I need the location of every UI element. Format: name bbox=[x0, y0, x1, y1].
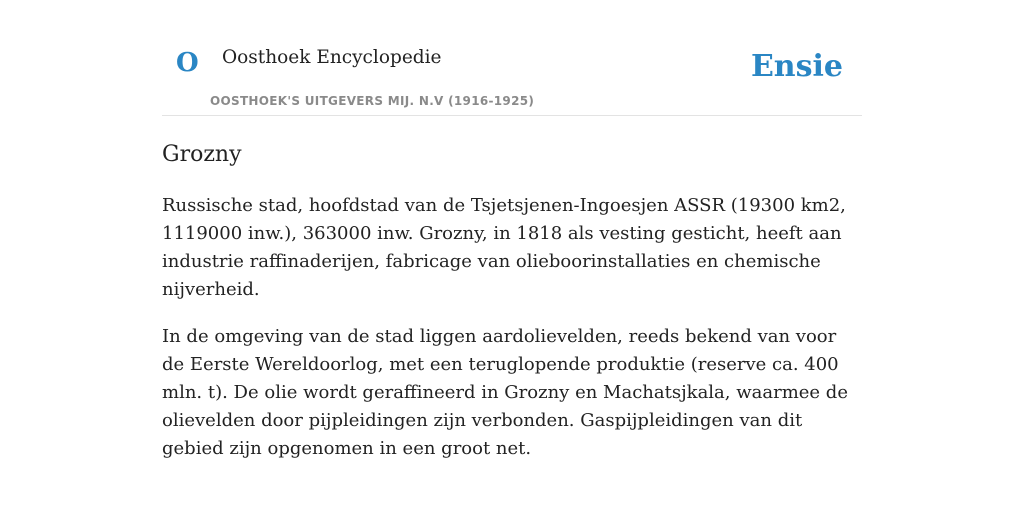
article-paragraph: Russische stad, hoofdstad van de Tsjetsjenen-Ingoesjen ASSR (19300 km2, 1119000 inw.), 363000 inw. Grozny, in 1818 als vesting gesticht, heeft aan industrie raffinaderijen, fabricage van olieboorinstallaties en chemische nijverheid. bbox=[162, 195, 846, 300]
article-title: Grozny bbox=[162, 142, 242, 167]
source-title-link[interactable]: Oosthoek Encyclopedie bbox=[222, 47, 442, 68]
source-logo[interactable]: O bbox=[176, 48, 199, 78]
article-paragraph: In de omgeving van de stad liggen aardolievelden, reeds bekend van voor de Eerste Wereldoorlog, met een teruglopende produktie (reserve ca. 400 mln. t). De olie wordt geraffineerd in Grozny en Machatsjkala, waarmee de olievelden door pijpleidingen zijn verbonden. Gaspijpleidingen van dit gebied zijn opgenomen in een groot net. bbox=[162, 326, 848, 459]
article-body bbox=[162, 192, 862, 482]
page-container bbox=[162, 0, 862, 459]
publisher-label: OOSTHOEK'S UITGEVERS MIJ. N.V (1916-1925) bbox=[210, 94, 535, 108]
brand-logo-link[interactable]: Ensie bbox=[750, 49, 843, 84]
source-header bbox=[162, 0, 862, 116]
